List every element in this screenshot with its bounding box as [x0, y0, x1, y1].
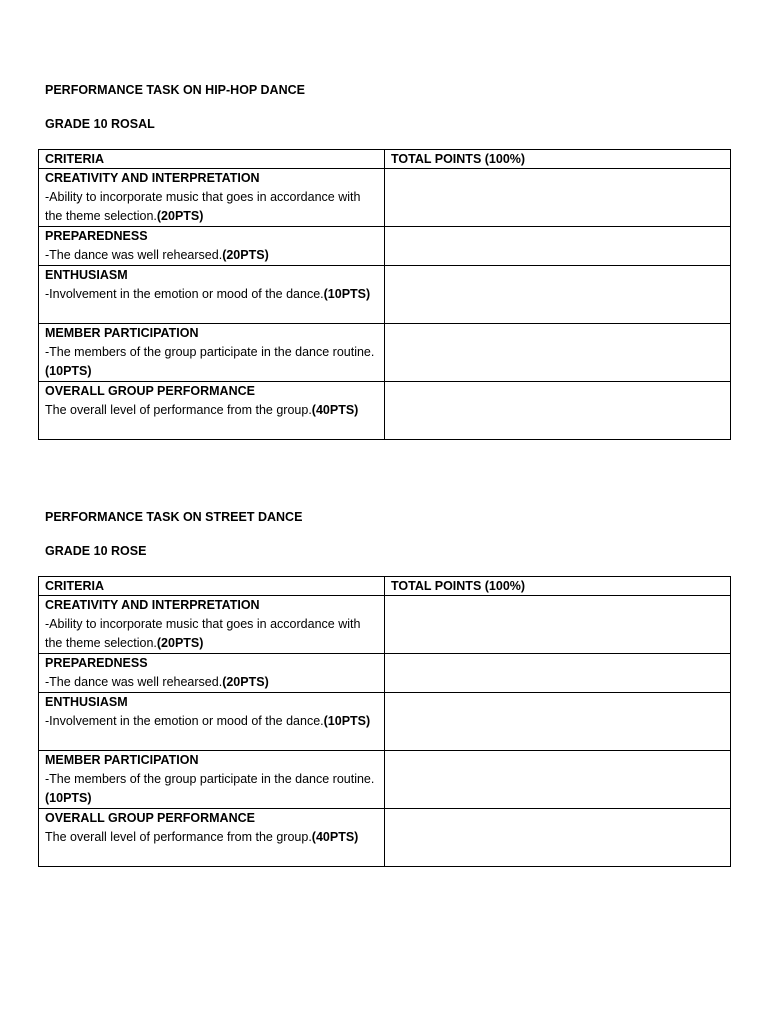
- criteria-description: -The dance was well rehearsed.: [45, 248, 223, 262]
- criteria-title: CREATIVITY AND INTERPRETATION: [45, 171, 260, 185]
- table-row: [39, 809, 731, 867]
- criteria-title: CREATIVITY AND INTERPRETATION: [45, 598, 260, 612]
- score-cell[interactable]: [385, 382, 731, 440]
- table-row: [39, 382, 731, 440]
- criteria-cell: [39, 809, 385, 867]
- criteria-description: -The dance was well rehearsed.: [45, 675, 223, 689]
- criteria-description: The overall level of performance from the group.: [45, 403, 312, 417]
- score-cell[interactable]: [385, 596, 731, 654]
- criteria-title: PREPAREDNESS: [45, 656, 148, 670]
- table-row: [39, 324, 731, 382]
- criteria-cell: [39, 227, 385, 266]
- section-1-grade: GRADE 10 ROSAL: [45, 117, 155, 131]
- criteria-header: CRITERIA: [39, 577, 385, 596]
- criteria-points: (10PTS): [45, 791, 92, 805]
- criteria-points: (20PTS): [156, 209, 204, 223]
- criteria-points: (40PTS): [311, 403, 359, 417]
- criteria-description: -Ability to incorporate music that goes in accordance with the theme selection.: [45, 190, 361, 223]
- criteria-description: -Involvement in the emotion or mood of the dance.: [45, 287, 324, 301]
- criteria-cell: [39, 324, 385, 382]
- score-cell[interactable]: [385, 809, 731, 867]
- table-row: [39, 169, 731, 227]
- table-row: [39, 266, 731, 324]
- criteria-points: (10PTS): [323, 287, 371, 301]
- total-points-header: TOTAL POINTS (100%): [385, 150, 731, 169]
- criteria-cell: [39, 382, 385, 440]
- table-row: [39, 227, 731, 266]
- criteria-points: (20PTS): [222, 248, 269, 262]
- criteria-cell: [39, 596, 385, 654]
- criteria-title: OVERALL GROUP PERFORMANCE: [45, 811, 255, 825]
- table-header-row: [39, 577, 731, 596]
- section-1-rubric-table: [38, 149, 731, 440]
- criteria-description: -Involvement in the emotion or mood of the dance.: [45, 714, 324, 728]
- score-cell[interactable]: [385, 324, 731, 382]
- criteria-title: OVERALL GROUP PERFORMANCE: [45, 384, 255, 398]
- score-cell[interactable]: [385, 751, 731, 809]
- criteria-description: -The members of the group participate in the dance routine.: [45, 345, 375, 359]
- criteria-title: PREPAREDNESS: [45, 229, 148, 243]
- section-2-title: PERFORMANCE TASK ON STREET DANCE: [45, 510, 303, 524]
- criteria-cell: [39, 693, 385, 751]
- criteria-points: (10PTS): [45, 364, 92, 378]
- criteria-title: MEMBER PARTICIPATION: [45, 753, 199, 767]
- criteria-description: The overall level of performance from the group.: [45, 830, 312, 844]
- criteria-header: CRITERIA: [39, 150, 385, 169]
- criteria-title: ENTHUSIASM: [45, 695, 128, 709]
- total-points-header: TOTAL POINTS (100%): [385, 577, 731, 596]
- table-row: [39, 654, 731, 693]
- score-cell[interactable]: [385, 654, 731, 693]
- criteria-points: (40PTS): [311, 830, 359, 844]
- criteria-title: MEMBER PARTICIPATION: [45, 326, 199, 340]
- section-2-grade: GRADE 10 ROSE: [45, 544, 147, 558]
- criteria-points: (10PTS): [323, 714, 371, 728]
- section-1-title: PERFORMANCE TASK ON HIP-HOP DANCE: [45, 83, 305, 97]
- table-row: [39, 693, 731, 751]
- criteria-description: -Ability to incorporate music that goes in accordance with the theme selection.: [45, 617, 361, 650]
- table-row: [39, 751, 731, 809]
- criteria-title: ENTHUSIASM: [45, 268, 128, 282]
- criteria-description: -The members of the group participate in the dance routine.: [45, 772, 375, 786]
- table-header-row: [39, 150, 731, 169]
- criteria-cell: [39, 654, 385, 693]
- table-row: [39, 596, 731, 654]
- section-2-rubric-table: [38, 576, 731, 867]
- criteria-cell: [39, 266, 385, 324]
- score-cell[interactable]: [385, 227, 731, 266]
- criteria-cell: [39, 751, 385, 809]
- criteria-points: (20PTS): [222, 675, 269, 689]
- score-cell[interactable]: [385, 693, 731, 751]
- criteria-cell: [39, 169, 385, 227]
- score-cell[interactable]: [385, 169, 731, 227]
- criteria-points: (20PTS): [156, 636, 204, 650]
- score-cell[interactable]: [385, 266, 731, 324]
